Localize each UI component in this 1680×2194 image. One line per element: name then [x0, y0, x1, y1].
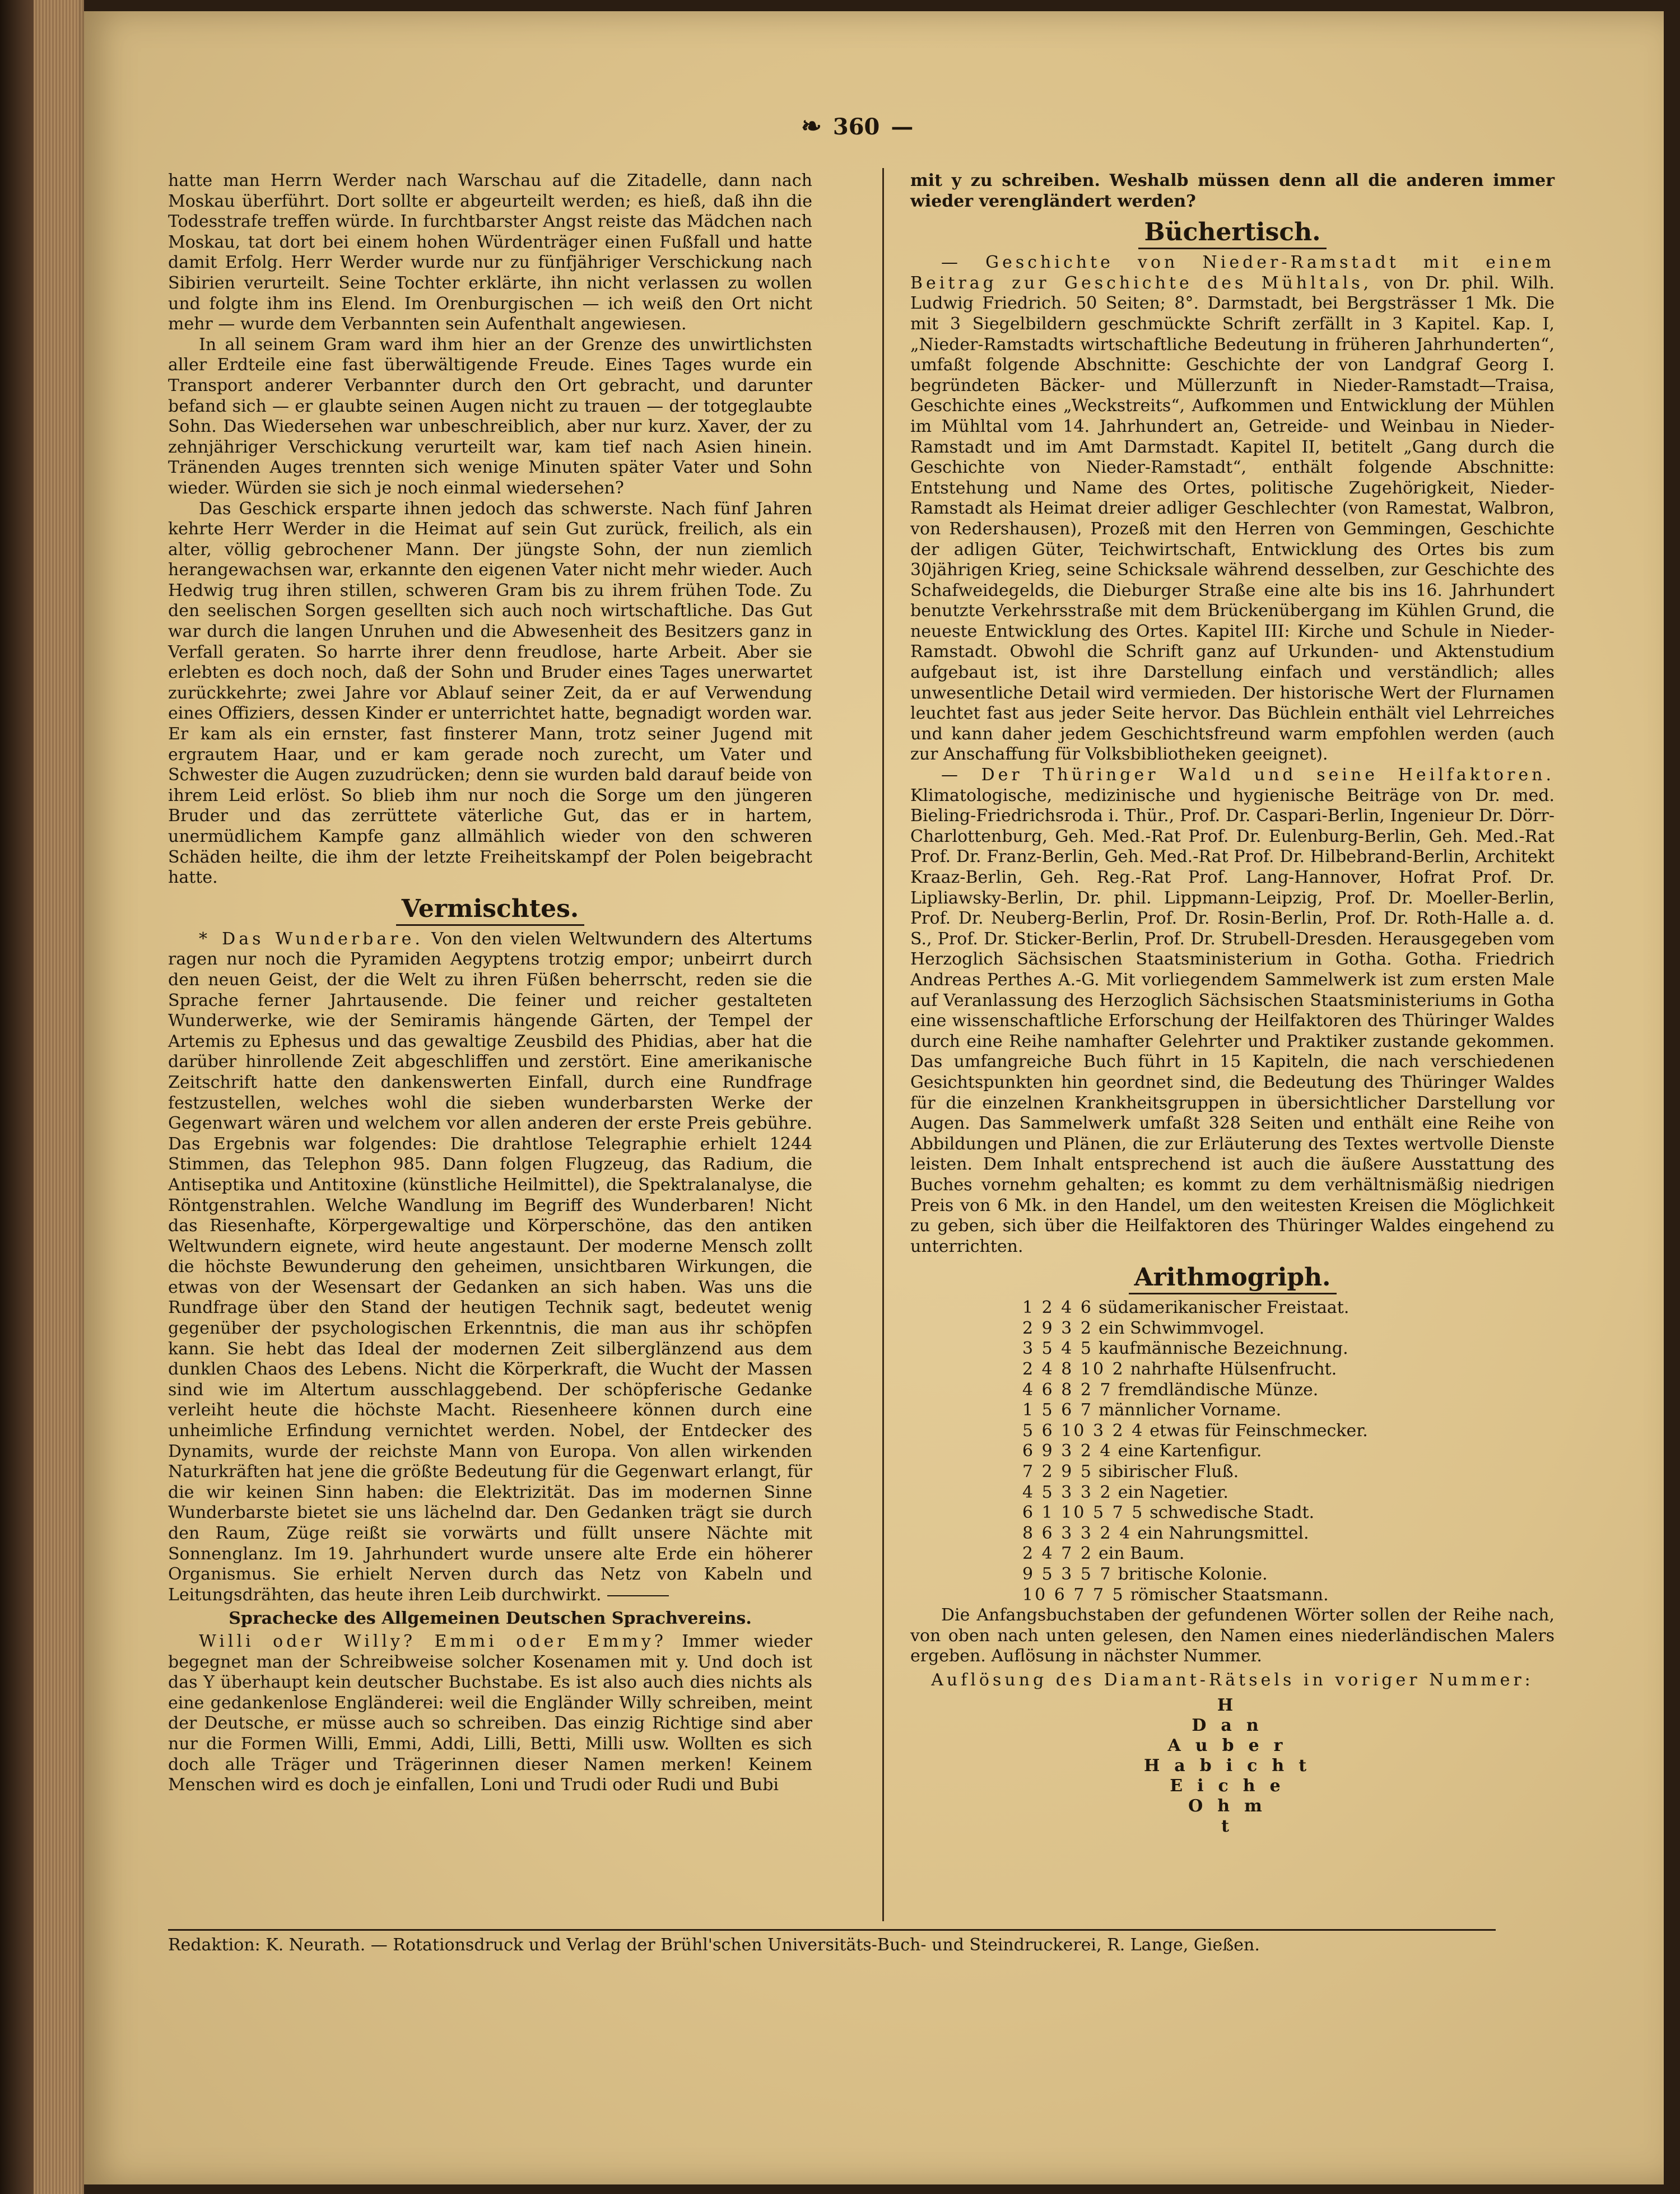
section-heading-sprachecke: Sprachecke des Allgemeinen Deutschen Sprachvereins. — [229, 1609, 752, 1629]
list-item — [1022, 1380, 1555, 1401]
sprachecke-continuation: mit y zu schreiben. Weshalb müssen denn all die anderen immer wieder verengländert werden? — [910, 171, 1555, 211]
list-item — [1022, 1339, 1555, 1359]
clue-numbers: 8 6 3 3 2 4 — [1022, 1523, 1132, 1543]
list-item — [1022, 1564, 1555, 1585]
fleuron-ornament: ❧ — [801, 112, 822, 141]
footer-rule — [168, 1929, 1496, 1931]
page-number: 360 — [832, 114, 880, 140]
diamond-row: Habicht — [1143, 1755, 1321, 1776]
list-item — [1022, 1421, 1555, 1442]
section-heading-arithmogriph: Arithmogriph. — [910, 1263, 1555, 1294]
list-item — [1022, 1483, 1555, 1503]
clue-numbers: 2 4 8 10 2 — [1022, 1359, 1125, 1380]
clue-numbers: 5 6 10 3 2 4 — [1022, 1420, 1144, 1441]
clue-numbers: 1 5 6 7 — [1022, 1400, 1093, 1420]
diamond-row: Dan — [1192, 1715, 1273, 1735]
clue-numbers: 1 2 4 6 — [1022, 1298, 1093, 1318]
clue-numbers: 7 2 9 5 — [1022, 1462, 1093, 1482]
diamond-row: H — [1217, 1695, 1248, 1715]
clue-text: ein Baum. — [1098, 1544, 1185, 1564]
clue-text: ein Schwimmvogel. — [1098, 1318, 1265, 1338]
clue-text: fremdländische Münze. — [1118, 1380, 1319, 1400]
story-paragraph: In all seinem Gram ward ihm hier an der Grenze des unwirtlichsten aller Erdteile eine fast überwältigende Freude. Eines Tages wurde ein Transport anderer Verbannter durch den Ort gebracht, und darunter befand sich — er glaubte seinen Augen nicht zu trauen — der totgeglaubte Sohn. Das Wiedersehen war unbeschreiblich, aber nur kurz. Xaver, der zu zehnjähriger Verschickung verurteilt war, kam tief nach Asien hinein. Tränenden Auges trennten sich wenige Minuten später Vater und Sohn wieder. Würden sie sich je noch einmal wiedersehen? — [168, 334, 812, 498]
book-review — [910, 253, 1555, 765]
list-item — [1022, 1585, 1555, 1606]
column-divider — [882, 168, 884, 1921]
clue-numbers: 4 6 8 2 7 — [1022, 1380, 1113, 1400]
article-body: Von den vielen Weltwundern des Altertums ragen nur noch die Pyramiden Aegyptens trotzig empor; unbeirrt durch den neuen Geist, der die Welt zu ihren Füßen beherrscht, reden sie die Sprache ferner Jahrtausende. Die feiner und reicher gestalteten Wunderwerke, wie der Semiramis hängende Gärten, der Tempel der Artemis zu Ephesus und das gewaltige Zeusbild des Phidias, aber hat die darüber hinrollende Zeit abgeschliffen und zerstört. Eine amerikanische Zeitschrift hatte den dankenswerten Einfall, durch eine Rundfrage festzustellen, welches wohl die sieben wunderbarsten Werke der Gegenwart wären und welchem vor allen anderen der erste Preis gebühre. Das Ergebnis war folgendes: Die drahtlose Telegraphie erhielt 1244 Stimmen, das Telephon 985. Dann folgen Flugzeug, das Radium, die Antiseptika und Antitoxine (künstliche Heilmittel), die Spektralanalyse, die Röntgenstrahlen. Welche Wandlung im Begriff des Wunderbaren! Nicht das Riesenhafte, Körpergewaltige und Körperschöne, das den antiken Weltwundern eignete, wird heute angestaunt. Der moderne Mensch zollt die höchste Bewunderung den geheimen, unsichtbaren Wirkungen, die etwas von der Wesensart der Gedanken an sich haben. Was uns die Rundfrage über den Stand der heutigen Technik sagt, bedeutet wenig gegenüber der psychologischen Erkenntnis, die man aus ihr schöpfen kann. Sie hebt das Ideal der modernen Zeit silberglänzend aus dem dunklen Chaos des Lebens. Nicht die Körperkraft, die Wucht der Massen sind wie im Altertum ausschlaggebend. Der schöpferische Gedanke verleiht heute die höchste Macht. Riesenheere können durch eine unheimliche Erfindung vernichtet werden. Nobel, der Entdecker des Dynamits, wurde der reichste Mann von Europa. Von allen wirkenden Naturkräften hat jene die größte Bedeutung für die Gegenwart erlangt, für die wir keinen Sinn haben: die Elektrizität. Das im modernen Sinne Wunderbarste bietet sie uns lächelnd dar. Den Gedanken trägt sie durch den Raum, Züge reißt sie vorwärts und füllt unsere Nächte mit Sonnenglanz. Im 19. Jahrhundert wurde unsere alte Erde ein höherer Organismus. Sie erhielt Nerven durch das Netz von Kabeln und Leitungsdrähten, das heute ihren Leib durchwirkt. — [168, 929, 812, 1605]
list-item — [1022, 1462, 1555, 1483]
clue-text: britische Kolonie. — [1118, 1564, 1268, 1584]
clue-text: nahrhafte Hülsenfrucht. — [1130, 1359, 1337, 1380]
review-body: von Dr. phil. Wilh. Ludwig Friedrich. 50 Seiten; 8°. Darmstadt, bei Bergsträsser 1 Mk. Die mit 3 Siegelbildern geschmückte Schrift zerfällt in 3 Kapitel. Kap. I, „Nieder-Ramstadts wirtschaftliche Bedeutung in früheren Jahrhunderten“, umfaßt folgende Abschnitte: Geschichte der von Landgraf Georg I. begründeten Bäcker- und Müllerzunft in Nieder-Ramstadt—Traisa, Geschichte eines „Weckstreits“, Aufkommen und Entwicklung der Mühlen im Mühltal vom 14. Jahrhundert an, Getreide- und Weinbau in Nieder-Ramstadt und im Amt Darmstadt. Kapitel II, betitelt „Gang durch die Geschichte von Nieder-Ramstadt“, enthält folgende Abschnitte: Entstehung und Name des Ortes, politische Zugehörigkeit, Nieder-Ramstadt als Heimat dreier adliger Geschlechter (von Ramestat, Walbron, von Redershausen), Prozeß mit den Herren von Gemmingen, Geschichte der adligen Güter, Teichwirtschaft, Entwicklung des Ortes bis zum 30jährigen Krieg, seine Schicksale während desselben, zur Geschichte des Schafweidegelds, die Dieburger Straße eine alte bis ins 16. Jahrhundert benutzte Verkehrsstraße mit dem Brückenübergang im Kühlen Grund, die neueste Entwicklung des Ortes. Kapitel III: Kirche und Schule in Nieder-Ramstadt. Obwohl die Schrift ganz auf Urkunden- und Aktenstudium aufgebaut ist, ist ihre Darstellung einfach und verständlich; alles unwesentliche Detail wird vermieden. Der historische Wert der Flurnamen leuchtet fast aus jeder Seite hervor. Das Büchlein enthält viel Lehrreiches und kann daher jedem Geschichtsfreund warm empfohlen werden (auch zur Anschaffung für Volksbibliotheken geeignet). — [910, 273, 1555, 765]
page-header — [801, 112, 1025, 141]
story-paragraph: Das Geschick ersparte ihnen jedoch das schwerste. Nach fünf Jahren kehrte Herr Werder in die Heimat auf sein Gut zurück, freilich, als ein alter, völlig gebrochener Mann. Der jüngste Sohn, der nun ziemlich herangewachsen war, erkannte den eigenen Vater nicht mehr wieder. Auch Hedwig trug ihren stillen, schweren Gram bis zu ihrem frühen Tode. Zu den seelischen Sorgen gesellten sich auch noch wirtschaftliche. Das Gut war durch die langen Unruhen und die Abwesenheit des Besitzers ganz in Verfall geraten. So harrte ihrer denn freudlose, harte Arbeit. Aber sie erlebten es doch noch, daß der Sohn und Bruder eines Tages unerwartet zurückkehrte; zwei Jahre vor Ablauf seiner Zeit, da er auf Verwendung eines Offiziers, dessen Kinder er unterrichtet hatte, begnadigt worden war. Er kam als ein ernster, fast finsterer Mann, trotz seiner Jugend mit ergrautem Haar, und er kam gerade noch zurecht, um Vater und Schwester die Augen zuzudrücken; denn sie wurden bald darauf beide von ihrem Leid erlöst. So blieb ihm nur noch die Sorge um den jüngeren Bruder und das zerrüttete väterliche Gut, das er in hartem, unermüdlichem Kampfe ganz allmählich wieder von den schweren Schäden heilte, die ihm der letzte Freiheitskampf der Polen beigebracht hatte. — [168, 499, 812, 888]
solution-title: Auflösung des Diamant-Rätsels in voriger Nummer: — [931, 1670, 1534, 1690]
arithmogriph-list — [1022, 1298, 1555, 1605]
clue-text: südamerikanischer Freistaat. — [1098, 1298, 1349, 1318]
clue-numbers: 6 9 3 2 4 — [1022, 1441, 1113, 1461]
clue-numbers: 2 9 3 2 — [1022, 1318, 1093, 1338]
clue-text: etwas für Feinschmecker. — [1150, 1420, 1368, 1441]
clue-numbers: 9 5 3 5 7 — [1022, 1564, 1113, 1584]
section-heading-buechertisch: Büchertisch. — [910, 217, 1555, 249]
article-sprachecke — [168, 1632, 812, 1796]
page-stack-edge — [34, 0, 84, 2194]
review-body: Klimatologische, medizinische und hygienische Beiträge von Dr. med. Bieling-Friedrichsroda i. Thür., Prof. Dr. Caspari-Berlin, Ingenieur Dr. Dörr-Charlottenburg, Geh. Med.-Rat Prof. Dr. Eulenburg-Berlin, Geh. Med.-Rat Prof. Dr. Franz-Berlin, Geh. Med.-Rat Prof. Dr. Hilbebrand-Berlin, Architekt Kraaz-Berlin, Geh. Reg.-Rat Prof. Lang-Hannover, Hofrat Prof. Dr. Lipliawsky-Berlin, Dr. phil. Lippmann-Leipzig, Prof. Dr. Moeller-Berlin, Prof. Dr. Neuberg-Berlin, Prof. Dr. Rosin-Berlin, Prof. Dr. Roth-Halle a. d. S., Prof. Dr. Sticker-Berlin, Prof. Dr. Strubell-Dresden. Herausgegeben vom Herzoglich Sächsischen Staatsministerium in Gotha. Gotha. Friedrich Andreas Perthes A.-G. Mit vorliegendem Sammelwerk ist zum ersten Male auf Veranlassung des Herzoglich Sächsischen Staatsministeriums in Gotha eine wissenschaftliche Erforschung der Heilfaktoren des Thüringer Waldes durch eine Reihe namhafter Gelehrter und Praktiker zustande gekommen. Das umfangreiche Buch führt in 15 Kapiteln, die nach verschiedenen Gesichtspunkten hin geordnet sind, die Bedeutung des Thüringer Waldes für die einzelnen Krankheitsgruppen in übersichtlicher Darstellung vor Augen. Das Sammelwerk umfaßt 328 Seiten und enthält eine Reihe von Abbildungen und Plänen, die zur Erläuterung des Textes wertvolle Dienste leisten. Dem Inhalt entsprechend ist auch die äußere Ausstattung des Buches vornehm gehalten; es kommt zu dem verhältnismäßig niedrigen Preis von 6 Mk. in den Handel, um den weitesten Kreisen die Möglichkeit zu geben, sich über die Heilfaktoren des Thüringer Waldes eingehend zu unterrichten. — [910, 785, 1555, 1256]
diamond-puzzle-solution — [910, 1695, 1555, 1837]
clue-numbers: 2 4 7 2 — [1022, 1544, 1093, 1564]
book-review — [910, 765, 1555, 1257]
clue-numbers: 10 6 7 7 5 — [1022, 1585, 1125, 1605]
clue-text: ein Nahrungsmittel. — [1137, 1523, 1309, 1543]
diamond-row: Ohm — [1188, 1796, 1277, 1816]
clue-numbers: 4 5 3 3 2 — [1022, 1482, 1113, 1502]
list-item — [1022, 1359, 1555, 1380]
diamond-row: Auber — [1167, 1735, 1297, 1755]
list-item — [1022, 1524, 1555, 1544]
clue-text: eine Kartenfigur. — [1118, 1441, 1262, 1461]
clue-text: ein Nagetier. — [1118, 1482, 1228, 1502]
article-wunderbare — [168, 929, 812, 1606]
list-item — [1022, 1298, 1555, 1319]
left-column — [168, 171, 812, 1796]
arithmogriph-note: Die Anfangsbuchstaben der gefundenen Wörter sollen der Reihe nach, von oben nach unten gelesen, den Namen eines niederländischen Malers ergeben. Auflösung in nächster Nummer. — [910, 1605, 1555, 1666]
right-column — [910, 171, 1555, 1837]
article-body: Immer wieder begegnet man der Schreibweise solcher Kosenamen mit y. Und doch ist das Y überhaupt kein deutscher Buchstabe. Es ist also auch dies nichts als eine gedankenlose Engländerei: weil die Engländer Willy schreiben, meint der Deutsche, er müsse auch so schreiben. Das einzig Richtige sind aber nur die Formen Willi, Emmi, Addi, Lilli, Betti, Milli usw. Wollten es sich doch alle Träger und Trägerinnen dieser Namen merken! Keinem Menschen wird es doch je einfallen, Loni und Trudi oder Rudi und Bubi — [168, 1631, 812, 1795]
section-heading-vermischtes: Vermischtes. — [168, 894, 812, 926]
header-dash: — — [891, 114, 914, 140]
imprint-footer: Redaktion: K. Neurath. — Rotationsdruck und Verlag der Brühl'schen Universitäts-Buch- und Steindruckerei, R. Lange, Gießen. — [168, 1935, 1260, 1955]
list-item — [1022, 1544, 1555, 1564]
clue-text: kaufmännische Bezeichnung. — [1098, 1339, 1348, 1359]
list-item — [1022, 1400, 1555, 1421]
clue-text: schwedische Stadt. — [1150, 1503, 1315, 1523]
article-lead: Willi oder Willy? Emmi oder Emmy? — [199, 1631, 667, 1651]
story-paragraph: hatte man Herrn Werder nach Warschau auf die Zitadelle, dann nach Moskau überführt. Dort sollte er abgeurteilt werden; es hieß, daß ihn die Todesstrafe treffen würde. In furchtbarster Angst reiste das Mädchen nach Moskau, tat dort bei einem hohen Würdenträger einen Fußfall und hatte damit Erfolg. Herr Werder wurde nur zu fünfjähriger Verschickung nach Sibirien verurteilt. Seine Tochter erklärte, ihn nicht verlassen zu wollen und folgte ihm ins Elend. Im Orenburgischen — ich weiß den Ort nicht mehr — wurde dem Verbannten sein Aufenthalt angewiesen. — [168, 171, 812, 334]
review-title: — Der Thüringer Wald und seine Heilfaktoren. — [941, 765, 1555, 785]
review-title: — Geschichte von Nieder-Ramstadt mit einem Beitrag zur Geschichte des Mühltals, — [910, 253, 1555, 293]
clue-text: männlicher Vorname. — [1098, 1400, 1282, 1420]
clue-numbers: 3 5 4 5 — [1022, 1339, 1093, 1359]
list-item — [1022, 1503, 1555, 1524]
list-item — [1022, 1319, 1555, 1339]
clue-text: sibirischer Fluß. — [1098, 1462, 1239, 1482]
list-item — [1022, 1441, 1555, 1462]
clue-text: römischer Staatsmann. — [1130, 1585, 1329, 1605]
diamond-row: t — [1221, 1816, 1244, 1836]
end-rule — [607, 1595, 669, 1596]
clue-numbers: 6 1 10 5 7 5 — [1022, 1503, 1144, 1523]
article-lead: * Das Wunderbare. — [199, 929, 424, 949]
diamond-row: Eiche — [1170, 1776, 1295, 1796]
